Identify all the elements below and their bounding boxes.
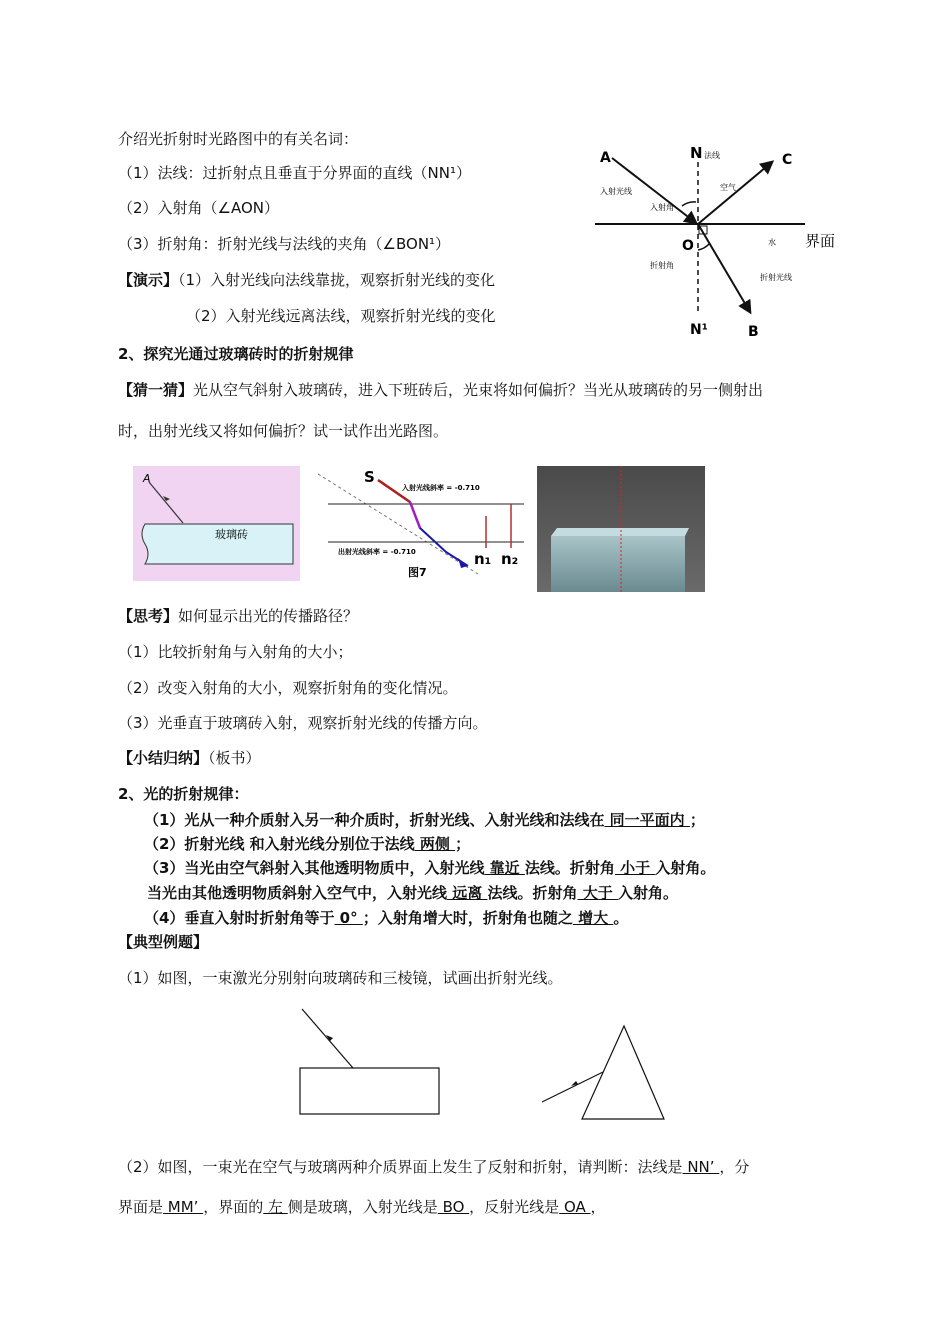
- law-3b: [147, 884, 678, 902]
- example-2-text-a: （2）如图，一束光在空气与玻璃两种介质界面上发生了反射和折射，请判断：法线是: [118, 1158, 683, 1176]
- label-N: N: [690, 144, 703, 162]
- incident-angle-label: 入射角: [650, 203, 674, 212]
- refracted-light-label: 折射光线: [760, 273, 792, 282]
- intro-item-refraction-angle: （3）折射角：折射光线与法线的夹角（∠BON¹）: [118, 235, 451, 253]
- example-2-answer-normal: NN’: [682, 1158, 720, 1176]
- example-1: （1）如图，一束激光分别射向玻璃砖和三棱镜，试画出折射光线。: [118, 969, 563, 987]
- fig7-S: S: [364, 468, 375, 486]
- law-3b-answer-2: 大于: [577, 884, 618, 902]
- label-B: B: [748, 324, 759, 340]
- glass-block: [551, 536, 685, 592]
- demo-line-1: [118, 271, 495, 289]
- example-prism: [538, 1020, 668, 1120]
- fig7-out-slope: 出射光线斜率 = -0.710: [338, 548, 416, 556]
- fig7-n2: n₂: [501, 550, 519, 568]
- law-3-end: 入射角。: [655, 859, 716, 877]
- law-4-end: 。: [613, 909, 629, 927]
- guess-text-1: 光从空气斜射入玻璃砖，进入下班砖后，光束将如何偏折？当光从玻璃砖的另一侧射出: [193, 381, 764, 399]
- glass-block-photo: [537, 466, 705, 592]
- example-2-answer-side: 左: [263, 1198, 288, 1216]
- intro-item-normal: （1）法线：过折射点且垂直于分界面的直线（NN¹）: [118, 164, 472, 182]
- law-2-end: ；: [455, 835, 471, 853]
- figure-7: [318, 466, 524, 581]
- guess-text-2: 时，出射光线又将如何偏折？试一试作出光路图。: [118, 422, 449, 440]
- medium-bottom-label: 水: [768, 238, 776, 247]
- fig7-n1: n₁: [474, 550, 492, 568]
- glass-brick-figure: [133, 466, 300, 581]
- law-1-text: （1）光从一种介质射入另一种介质时，折射光线、入射光线和法线在: [144, 811, 605, 829]
- think-item-2: （2）改变入射角的大小，观察折射角的变化情况。: [118, 679, 458, 697]
- law-4: [144, 909, 628, 927]
- law-3-mid: 法线。折射角: [524, 859, 615, 877]
- examples-tag: 【典型例题】: [118, 933, 209, 951]
- label-N1: N¹: [690, 322, 708, 338]
- law-3b-text: 当光由其他透明物质斜射入空气中，入射光线: [147, 884, 448, 902]
- intro-item-incident-angle: （2）入射角（∠AON）: [118, 199, 280, 217]
- glass-brick-label: 玻璃砖: [215, 528, 248, 541]
- example-glass-brick: [290, 1005, 450, 1120]
- law-3b-answer-1: 远离: [447, 884, 488, 902]
- example-rectangle: [300, 1068, 439, 1114]
- law-3b-end: 入射角。: [617, 884, 678, 902]
- law-1-answer: 同一平面内: [604, 811, 690, 829]
- normal-tag: 法线: [704, 151, 720, 160]
- refraction-angle-arc: [698, 244, 709, 250]
- example-2-answer-reflected: OA: [559, 1198, 591, 1216]
- law-2: [144, 835, 470, 853]
- example-laser-ray-1: [302, 1009, 353, 1068]
- example-triangle: [582, 1026, 664, 1119]
- law-4-mid: ；入射角增大时，折射角也随之: [362, 909, 573, 927]
- example-2-text-b: ，分: [719, 1158, 750, 1176]
- law-4-answer-1: 0°: [334, 909, 363, 927]
- incident-angle-arc: [682, 202, 696, 206]
- example-2-text-f: ，反射光线是: [469, 1198, 560, 1216]
- label-C: C: [782, 152, 793, 168]
- demo-text-1: （1）入射光线向法线靠拢，观察折射光线的变化: [178, 271, 496, 289]
- refraction-diagram: [590, 140, 850, 345]
- example-2-text-c: 界面是: [118, 1198, 164, 1216]
- demo-tag: 【演示】: [118, 271, 179, 289]
- fig7-in-slope: 入射光线斜率 = -0.710: [402, 484, 480, 492]
- law-3-text: （3）当光由空气斜射入其他透明物质中，入射光线: [144, 859, 485, 877]
- fig7-caption: 图7: [408, 566, 427, 579]
- medium-top-label: 空气: [720, 183, 736, 192]
- law-4-answer-2: 增大: [572, 909, 614, 927]
- summary-text: （板书）: [208, 749, 261, 767]
- refraction-angle-label: 折射角: [650, 261, 674, 270]
- example-2-text-d: ，界面的: [203, 1198, 264, 1216]
- label-O: O: [682, 238, 694, 254]
- summary-line: [118, 749, 261, 767]
- law-2-answer: 两侧: [414, 835, 456, 853]
- demo-line-2: （2）入射光线远离法线，观察折射光线的变化: [186, 307, 496, 325]
- example-2-line-1: [118, 1158, 749, 1176]
- reflected-ray: [698, 162, 772, 224]
- laws-title: 2、光的折射规律：: [118, 785, 249, 803]
- example-2-text-e: 侧是玻璃，入射光线是: [287, 1198, 438, 1216]
- incident-light-label: 入射光线: [600, 187, 632, 196]
- example-2-answer-incident: BO: [437, 1198, 470, 1216]
- glass-ray-label-A: A: [143, 472, 151, 485]
- interface-label: 界面: [805, 232, 836, 250]
- guess-tag: 【猜一猜】: [118, 381, 194, 399]
- example-2-line-2: [118, 1198, 606, 1216]
- think-item-3: （3）光垂直于玻璃砖入射，观察折射光线的传播方向。: [118, 714, 488, 732]
- law-2-text: （2）折射光线 和入射光线分别位于法线: [144, 835, 415, 853]
- law-1-end: ；: [689, 811, 705, 829]
- law-3-answer-2: 小于: [614, 859, 656, 877]
- guess-line-1: [118, 381, 763, 399]
- summary-tag: 【小结归纳】: [118, 749, 209, 767]
- example-2-answer-interface: MM’: [163, 1198, 204, 1216]
- section2-title: 2、探究光通过玻璃砖时的折射规律: [118, 345, 354, 363]
- refracted-ray: [698, 224, 750, 312]
- label-A: A: [600, 150, 611, 166]
- law-3: [144, 859, 715, 877]
- intro-heading: 介绍光折射时光路图中的有关名词：: [118, 130, 359, 148]
- law-3-answer-1: 靠近: [484, 859, 525, 877]
- think-tag: 【思考】: [118, 607, 179, 625]
- example-2-text-g: ，: [590, 1198, 606, 1216]
- law-1: [144, 811, 705, 829]
- think-question: 如何显示出光的传播路径？: [178, 607, 359, 625]
- law-4-text: （4）垂直入射时折射角等于: [144, 909, 335, 927]
- think-item-1: （1）比较折射角与入射角的大小；: [118, 643, 353, 661]
- law-3b-mid: 法线。折射角: [487, 884, 578, 902]
- example-laser-ray-2: [542, 1072, 603, 1102]
- think-line: [118, 607, 358, 625]
